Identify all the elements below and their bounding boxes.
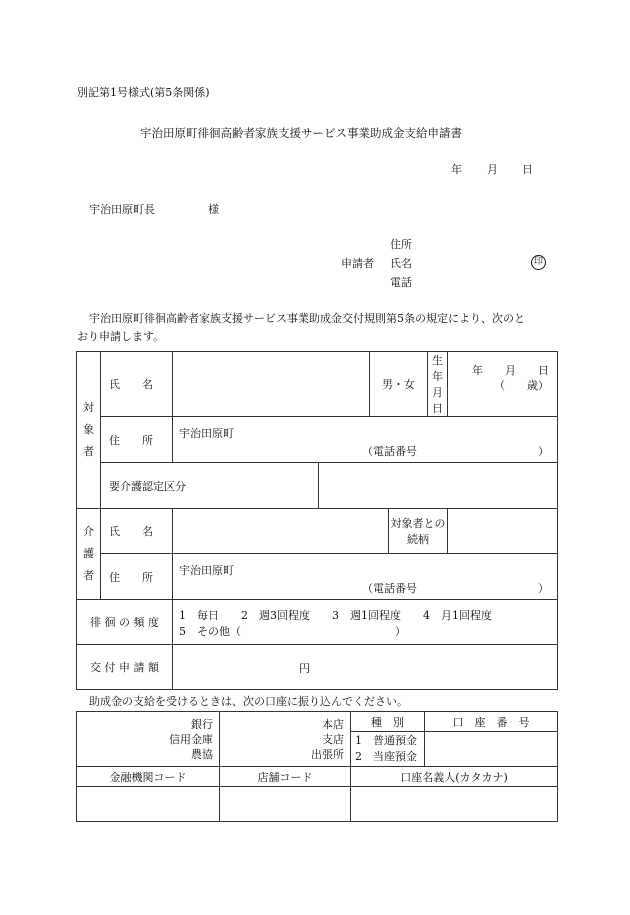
bank-note: 助成金の支給を受けるときは、次の口座に振り込んでください。	[89, 695, 408, 708]
frequency-line-2: 5 その他（ ）	[179, 625, 406, 638]
frequency-line-1: 1 毎日 2 週3回程度 3 週1回程度 4 月1回程度	[179, 609, 492, 622]
relation-field[interactable]	[448, 509, 558, 554]
branch-code-field[interactable]	[220, 787, 351, 822]
frequency-options[interactable]	[173, 600, 558, 645]
subject-address-field[interactable]	[173, 417, 558, 463]
subject-name-field[interactable]	[173, 352, 370, 417]
date-day: 日	[522, 163, 533, 176]
care-level-label: 要介護認定区分	[101, 463, 319, 509]
gender-select[interactable]: 男・女	[370, 352, 428, 417]
caregiver-name-label: 氏 名	[101, 509, 173, 554]
branch-name-field[interactable]	[220, 712, 351, 767]
bank-code-field[interactable]	[77, 787, 220, 822]
bank-type-agri: 農協	[191, 747, 213, 761]
bank-table	[76, 711, 558, 822]
date-year: 年	[451, 163, 462, 176]
branch-type-branch: 支店	[322, 732, 344, 746]
date-month: 月	[487, 163, 498, 176]
kind-ordinary: 1 普通預金	[355, 734, 417, 747]
birth-label: 生年月日	[428, 352, 448, 417]
intro-line-1: 宇治田原町徘徊高齢者家族支援サービス事業助成金交付規則第5条の規定により、次のと	[89, 312, 525, 325]
subject-name-label: 氏 名	[101, 352, 173, 417]
branch-type-main: 本店	[322, 717, 344, 731]
subject-phone: （電話番号 ）	[362, 445, 549, 458]
frequency-label: 徘 徊 の 頻 度	[77, 600, 173, 645]
applicant-name-label: 氏名	[390, 257, 412, 270]
branch-code-label: 店舗コード	[220, 767, 351, 787]
seal-mark: 印	[531, 255, 546, 270]
application-table	[76, 351, 558, 690]
amount-field[interactable]	[173, 645, 558, 690]
birth-ymd: 年 月 日	[472, 364, 549, 377]
birth-age: （ 歳）	[494, 379, 549, 392]
holder-field[interactable]	[351, 787, 558, 822]
subject-group-label: 対 象 者	[77, 352, 101, 509]
form-title: 宇治田原町徘徊高齢者家族支援サービス事業助成金支給申請書	[140, 126, 462, 140]
caregiver-name-field[interactable]	[173, 509, 389, 554]
branch-type-sub: 出張所	[311, 747, 344, 761]
caregiver-phone: （電話番号 ）	[362, 582, 549, 595]
subject-address-label: 住 所	[101, 417, 173, 463]
caregiver-address-value: 宇治田原町	[179, 564, 234, 577]
birth-date-field[interactable]	[448, 352, 558, 417]
intro-line-2: おり申請します。	[77, 330, 165, 343]
amount-unit: 円	[299, 662, 310, 675]
caregiver-address-field[interactable]	[173, 554, 558, 600]
care-level-field[interactable]	[319, 463, 558, 509]
applicant-label: 申請者	[341, 257, 374, 270]
account-number-field[interactable]	[425, 732, 558, 767]
account-number-label: 口 座 番 号	[425, 712, 558, 732]
bank-type-bank: 銀行	[191, 717, 213, 731]
relation-label: 対象者との続柄	[389, 509, 448, 554]
addressee: 宇治田原町長	[89, 203, 155, 216]
applicant-address-label: 住所	[390, 238, 412, 251]
amount-label: 交 付 申 請 額	[77, 645, 173, 690]
bank-type-credit: 信用金庫	[169, 732, 213, 746]
kind-options[interactable]	[351, 732, 425, 767]
caregiver-address-label: 住 所	[101, 554, 173, 600]
honorific: 様	[208, 203, 219, 216]
form-number: 別記第1号様式(第5条関係)	[77, 86, 210, 99]
subject-address-value: 宇治田原町	[179, 427, 234, 440]
holder-label: 口座名義人(カタカナ)	[351, 767, 558, 787]
bank-name-field[interactable]	[77, 712, 220, 767]
bank-code-label: 金融機関コード	[77, 767, 220, 787]
kind-current: 2 当座預金	[355, 750, 417, 763]
applicant-phone-label: 電話	[390, 276, 412, 289]
caregiver-group-label: 介 護 者	[77, 509, 101, 600]
kind-label: 種 別	[351, 712, 425, 732]
